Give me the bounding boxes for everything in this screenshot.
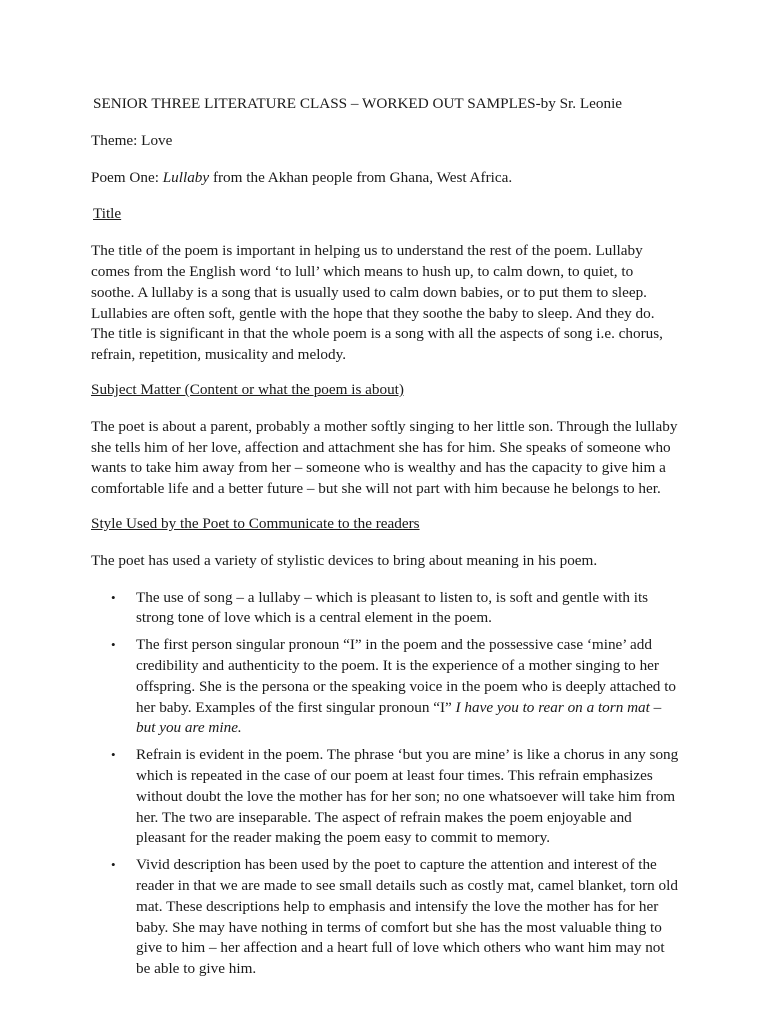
section-title-heading: Title [93, 205, 122, 223]
list-item-text: Refrain is evident in the poem. The phrase ‘but you are mine’ is like a chorus in any song which is repeated in the case of our poem at least four times. This refrain emphasizes without doubt the love the mother has for her son; no one whatsoever will take him from her. The two are inseparable. The aspect of refrain makes the poem enjoyable and pleasant for the reader making the poem easy to commit to memory. [136, 746, 679, 847]
document-page [91, 94, 679, 986]
poem-line [91, 168, 679, 189]
list-item-text: The first person singular pronoun “I” in the poem and the possessive case ‘mine’ add credibility and authenticity to the poem. It is the experience of a mother singing to her offspring. She is the persona or the speaking voice in the poem who is deeply attached to her baby. Examples of the first singular pronoun “I” [136, 636, 677, 716]
style-paragraph: The poet has used a variety of stylistic devices to bring about meaning in his poem. [91, 551, 598, 569]
poem-quote: I have you to rear on a torn mat – but you are mine. [136, 698, 662, 737]
poem-prefix: Poem One: [91, 168, 163, 186]
bullet-icon: • [111, 857, 116, 873]
bullet-icon: • [111, 589, 116, 605]
list-item [91, 588, 679, 630]
list-item-text: The use of song – a lullaby – which is pleasant to listen to, is soft and gentle with its strong tone of love which is a central element in the poem. [136, 588, 649, 627]
list-item [91, 855, 679, 980]
list-item [91, 635, 679, 739]
list-item-text: Vivid description has been used by the poet to capture the attention and interest of the reader in that we are made to see small details such as costly mat, camel blanket, torn old mat. These descriptions help to emphasis and intensify the love the mother has for her baby. She may have nothing in terms of comfort but she has the most valuable thing to give to him – her affection and a heart full of love which others who want him may not be able to give him. [136, 856, 678, 978]
section-style-heading: Style Used by the Poet to Communicate to the readers [91, 514, 420, 532]
subject-paragraph: The poet is about a parent, probably a mother softly singing to her little son. Through the lullaby she tells him of her love, affection and attachment she has for him. She speaks of someone who wants to take him away from her – someone who is wealthy and has the capacity to give him a comfortable life and a better future – but she will not part with him because he belongs to her. [91, 417, 678, 498]
bullet-icon: • [111, 637, 116, 653]
title-paragraph: The title of the poem is important in helping us to understand the rest of the poem. Lullaby comes from the English word ‘to lull’ which means to hush up, to calm down, to quiet, to soothe. A lullaby is a song that is usually used to calm down babies, or to put them to sleep. Lullabies are often soft, gentle with the hope that they soothe the baby to sleep. And they do. The title is significant in that the whole poem is a song with all the aspects of song i.e. chorus, refrain, repetition, musicality and melody. [91, 242, 663, 364]
section-subject-heading: Subject Matter (Content or what the poem is about) [91, 380, 404, 398]
bullet-icon: • [111, 747, 116, 763]
style-device-list [91, 588, 679, 980]
poem-title: Lullaby [162, 168, 210, 186]
document-header: SENIOR THREE LITERATURE CLASS – WORKED OUT SAMPLES-by Sr. Leonie [93, 95, 623, 112]
list-item [91, 745, 679, 849]
theme-line: Theme: Love [91, 131, 173, 149]
poem-suffix: from the Akhan people from Ghana, West Africa. [209, 168, 513, 186]
